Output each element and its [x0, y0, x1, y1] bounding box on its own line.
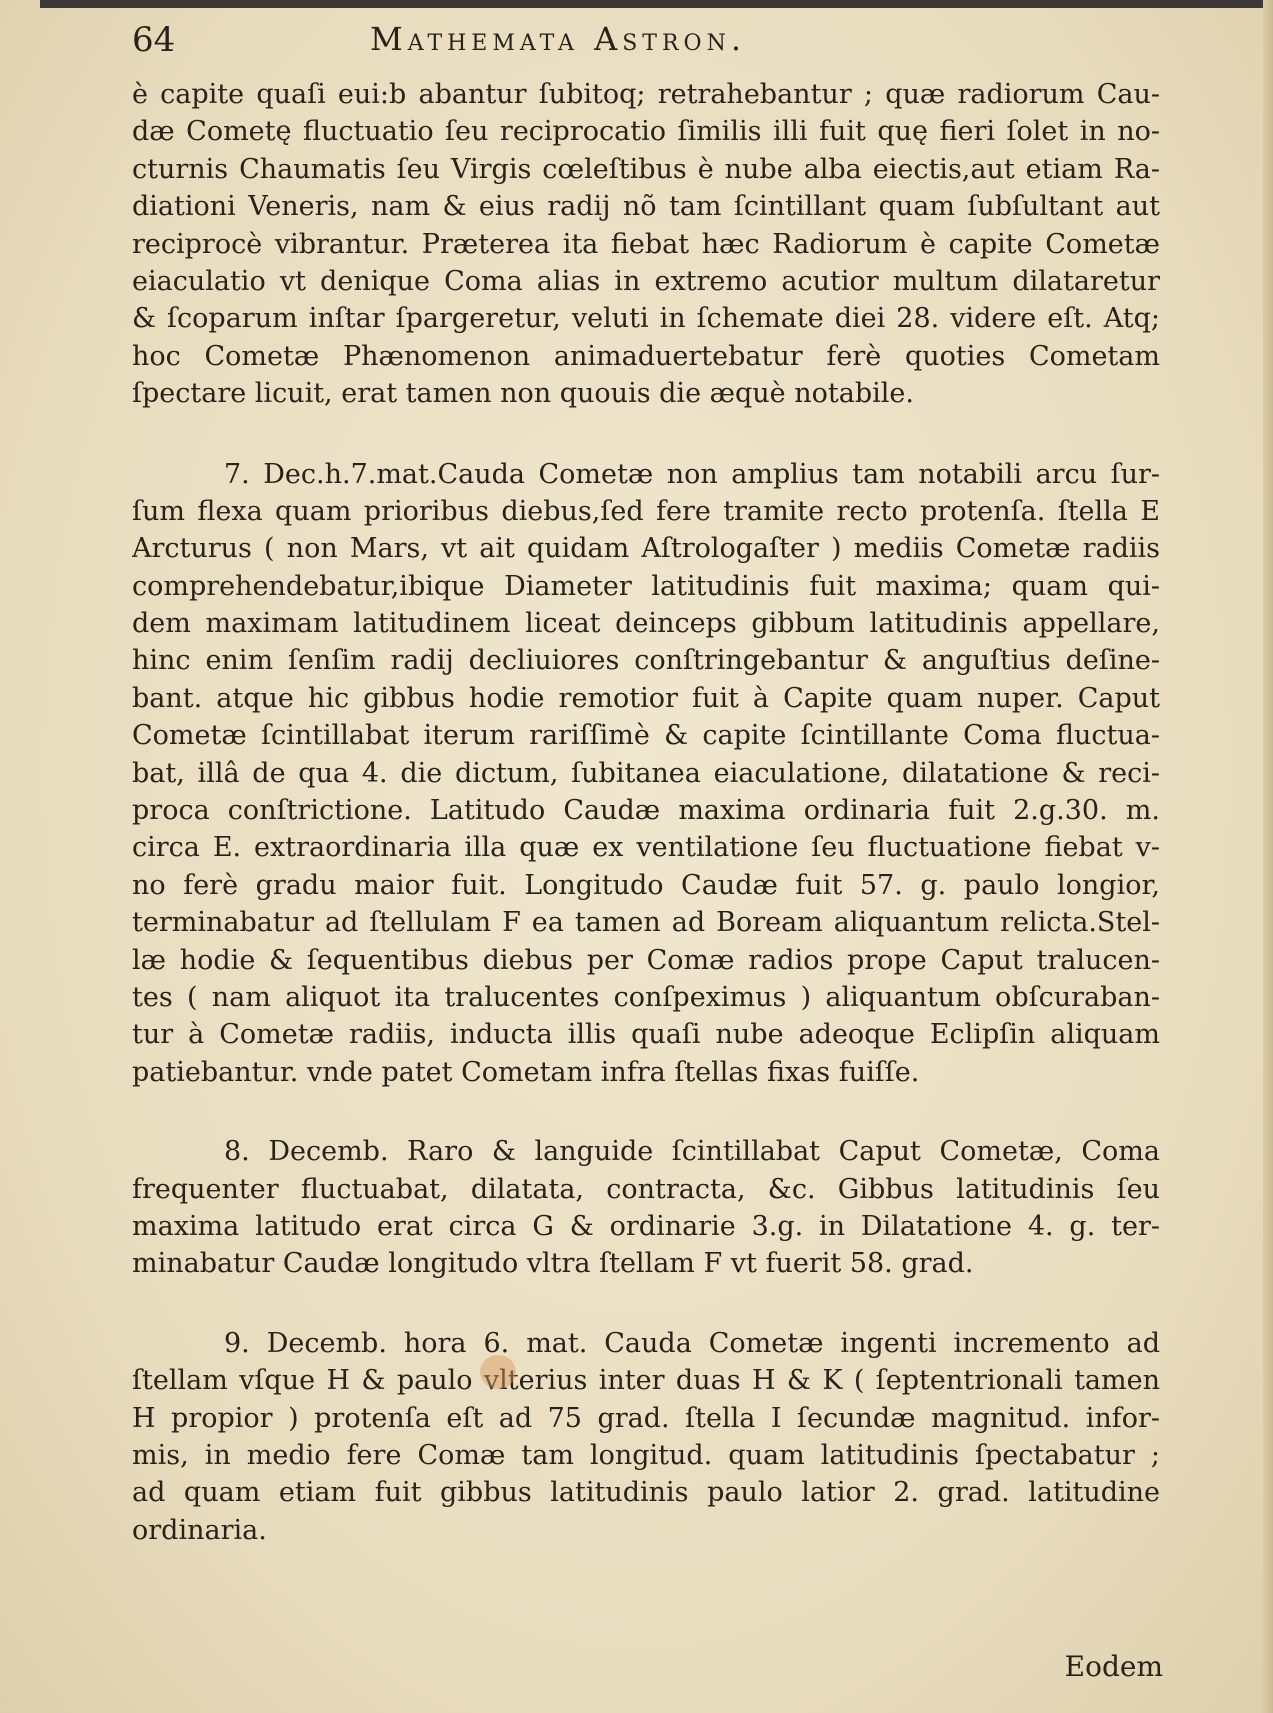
text-line: & ſcoparum inſtar ſpargeretur, veluti in ſchemate diei 28. videre eſt. Atq; — [132, 303, 1160, 335]
text-line: H propior ) protenſa eſt ad 75 grad. ſtella I ſecundæ magnitud. infor- — [132, 1402, 1160, 1434]
text-line: læ hodie & ſequentibus diebus per Comæ radios prope Caput tralucen- — [132, 944, 1160, 976]
text-line: hoc Cometæ Phænomenon animaduertebatur ferè quoties Cometam — [132, 340, 1160, 372]
text-line: Arcturus ( non Mars, vt ait quidam Aſtrologaſter ) mediis Cometæ radiis — [132, 533, 1160, 565]
scan-right-edge — [1263, 0, 1273, 1713]
paper-stain — [480, 1355, 516, 1389]
text-line: hinc enim ſenſim radij decliuiores conſtringebantur & anguſtius deſine- — [132, 645, 1160, 677]
paragraph-1 — [132, 76, 1160, 413]
text-line: diationi Veneris, nam & eius radij nõ tam ſcintillant quam ſubſultant aut — [132, 191, 1160, 223]
running-head: Mathemata Astron. — [370, 20, 746, 58]
text-line: Cometæ ſcintillabat iterum rariſſimè & capite ſcintillante Coma fluctua- — [132, 720, 1160, 752]
text-line: dem maximam latitudinem liceat deinceps gibbum latitudinis appellare, — [132, 608, 1160, 640]
text-line: ſtellam vſque H & paulo vlterius inter duas H & K ( ſeptentrionali tamen — [132, 1365, 1160, 1397]
text-line: frequenter fluctuabat, dilatata, contracta, &c. Gibbus latitudinis ſeu — [132, 1173, 1160, 1205]
text-line: dæ Cometę fluctuatio ſeu reciprocatio ſimilis illi fuit quę fieri ſolet in no- — [132, 116, 1160, 148]
text-line: cturnis Chaumatis ſeu Virgis cœleſtibus è nube alba eiectis,aut etiam Ra- — [132, 153, 1160, 185]
catchword: Eodem — [1064, 1650, 1163, 1683]
text-line: terminabatur ad ſtellulam F ea tamen ad Boream aliquantum relicta.Stel- — [132, 907, 1160, 939]
text-line: 9. Decemb. hora 6. mat. Cauda Cometæ ingenti incremento ad — [224, 1327, 1160, 1359]
text-line: 7. Dec.h.7.mat.Cauda Cometæ non amplius tam notabili arcu ſur- — [224, 458, 1160, 490]
text-line: ſum flexa quam prioribus diebus,ſed fere tramite recto protenſa. ſtella E — [132, 495, 1160, 527]
text-line: proca conſtrictione. Latitudo Caudæ maxima ordinaria fuit 2.g.30. m. — [132, 795, 1160, 827]
body-text — [132, 76, 1160, 1549]
text-line: reciprocè vibrantur. Præterea ita fiebat hæc Radiorum è capite Cometæ — [132, 228, 1160, 260]
text-line: patiebantur. vnde patet Cometam infra ſtellas fixas fuiſſe. — [132, 1056, 920, 1088]
paragraph-4 — [132, 1325, 1160, 1549]
text-line: ſpectare licuit, erat tamen non quouis die æquè notabile. — [132, 378, 914, 410]
text-line: bant. atque hic gibbus hodie remotior fuit à Capite quam nuper. Caput — [132, 682, 1160, 714]
text-line: maxima latitudo erat circa G & ordinarie 3.g. in Dilatatione 4. g. ter- — [132, 1210, 1160, 1242]
paragraph-3 — [132, 1133, 1160, 1283]
text-line: bat, illâ de qua 4. die dictum, ſubitanea eiaculatione, dilatatione & reci- — [132, 757, 1160, 789]
text-line: 8. Decemb. Raro & languide ſcintillabat Caput Cometæ, Coma — [224, 1136, 1160, 1168]
text-line: no ferè gradu maior fuit. Longitudo Caudæ fuit 57. g. paulo longior, — [132, 869, 1160, 901]
text-line: ordinaria. — [132, 1514, 267, 1546]
text-line: tes ( nam aliquot ita tralucentes conſpeximus ) aliquantum obſcuraban- — [132, 981, 1160, 1013]
text-line: comprehendebatur,ibique Diameter latitudinis fuit maxima; quam qui- — [132, 570, 1160, 602]
text-line: minabatur Caudæ longitudo vltra ſtellam F vt fuerit 58. grad. — [132, 1248, 974, 1280]
page-number: 64 — [132, 20, 176, 60]
text-line: ad quam etiam fuit gibbus latitudinis paulo latior 2. grad. latitudine — [132, 1477, 1160, 1509]
text-line: tur à Cometæ radiis, inducta illis quaſi nube adeoque Eclipſin aliquam — [132, 1019, 1160, 1051]
text-line: mis, in medio fere Comæ tam longitud. quam latitudinis ſpectabatur ; — [132, 1439, 1160, 1471]
page-header — [132, 14, 1152, 64]
scan-top-edge — [40, 0, 1273, 8]
text-line: eiaculatio vt denique Coma alias in extremo acutior multum dilataretur — [132, 265, 1160, 297]
text-line: è capite quaſi eui:b abantur ſubitoq; retrahebantur ; quæ radiorum Cau- — [132, 79, 1160, 110]
paragraph-2 — [132, 456, 1160, 1092]
text-line: circa E. extraordinaria illa quæ ex ventilatione ſeu fluctuatione fiebat v- — [132, 832, 1160, 864]
